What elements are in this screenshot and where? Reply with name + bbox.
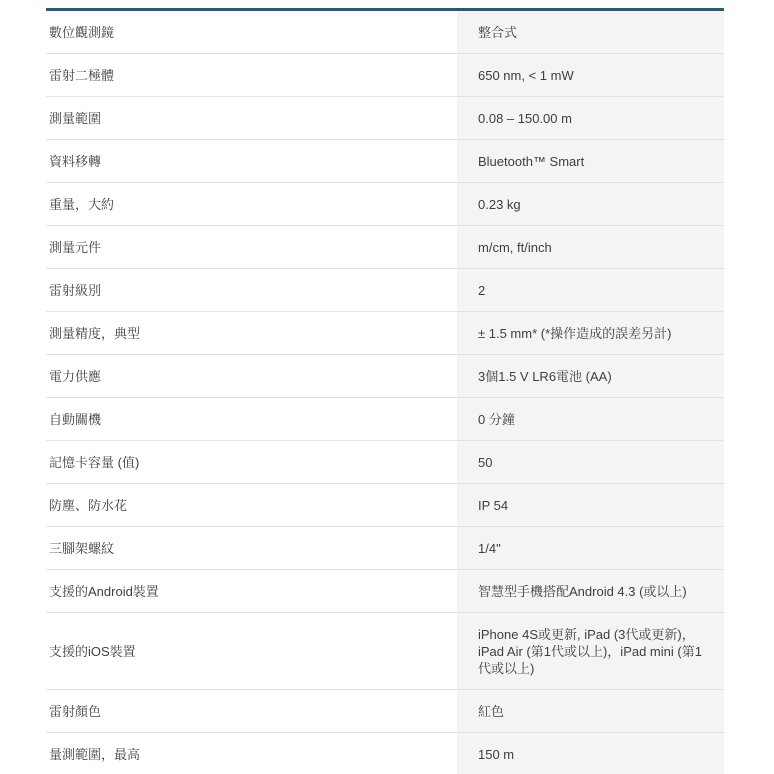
spec-row: [46, 312, 724, 355]
spec-value-text: 0 分鐘: [478, 412, 515, 427]
spec-label: 支援的iOS裝置: [49, 644, 136, 659]
spec-label: 量測範圍，最高: [49, 747, 141, 762]
spec-label: 雷射二極體: [49, 68, 115, 83]
spec-row: [46, 183, 724, 226]
spec-row: [46, 226, 724, 269]
spec-value: [457, 355, 724, 397]
spec-row: [46, 484, 724, 527]
spec-label: 防塵、防水花: [49, 498, 128, 513]
spec-label: 重量，大約: [49, 197, 115, 212]
spec-value-text: 1/4": [478, 541, 501, 556]
spec-value-text: Bluetooth™ Smart: [478, 154, 585, 169]
spec-value: [457, 613, 724, 689]
spec-row: [46, 690, 724, 733]
spec-row: [46, 570, 724, 613]
spec-value: [457, 398, 724, 440]
spec-value: [457, 97, 724, 139]
spec-value: [457, 690, 724, 732]
spec-label: 自動關機: [49, 412, 102, 427]
spec-value-text: 整合式: [478, 25, 518, 40]
spec-value: [457, 527, 724, 569]
spec-value: [457, 226, 724, 268]
spec-row: [46, 140, 724, 183]
spec-value-text: 紅色: [478, 704, 505, 719]
spec-value: [457, 54, 724, 96]
spec-value: [457, 484, 724, 526]
spec-row: [46, 97, 724, 140]
spec-label: 支援的Android裝置: [49, 584, 159, 599]
spec-row: [46, 733, 724, 774]
spec-label: 測量精度，典型: [49, 326, 141, 341]
spec-value: [457, 140, 724, 182]
spec-value-text: 0.23 kg: [478, 197, 521, 212]
spec-value-text: m/cm, ft/inch: [478, 240, 552, 255]
spec-row: [46, 613, 724, 690]
spec-label: 資料移轉: [49, 154, 102, 169]
spec-value-text: ± 1.5 mm* (*操作造成的誤差另計): [478, 326, 672, 341]
spec-row: [46, 527, 724, 570]
spec-value: [457, 441, 724, 483]
spec-row: [46, 441, 724, 484]
spec-value-text: 650 nm, < 1 mW: [478, 68, 574, 83]
spec-value-text: 50: [478, 455, 493, 470]
spec-label: 電力供應: [49, 369, 102, 384]
spec-row: [46, 355, 724, 398]
spec-value-text: 2: [478, 283, 486, 298]
spec-value-text: 150 m: [478, 747, 515, 762]
spec-label: 測量元件: [49, 240, 102, 255]
spec-value: [457, 570, 724, 612]
spec-value-text: 0.08 – 150.00 m: [478, 111, 572, 126]
spec-value: [457, 183, 724, 225]
spec-label: 測量範圍: [49, 111, 102, 126]
spec-value-text: IP 54: [478, 498, 509, 513]
spec-value: [457, 733, 724, 774]
spec-value-text: 3個1.5 V LR6電池 (AA): [478, 369, 612, 384]
spec-value-text: iPhone 4S或更新, iPad (3代或更新)，iPad Air (第1代或以上)，iPad mini (第1代或以上): [478, 627, 702, 676]
spec-label: 雷射級別: [49, 283, 102, 298]
spec-value: [457, 11, 724, 53]
spec-label: 數位觀測鏡: [49, 25, 115, 40]
spec-row: [46, 398, 724, 441]
spec-table: [46, 8, 724, 774]
spec-label: 記憶卡容量 (值): [49, 455, 140, 470]
spec-row: [46, 54, 724, 97]
spec-row: [46, 269, 724, 312]
spec-label: 雷射顏色: [49, 704, 102, 719]
spec-value: [457, 312, 724, 354]
spec-value-text: 智慧型手機搭配Android 4.3 (或以上): [478, 584, 687, 599]
spec-label: 三腳架螺紋: [49, 541, 115, 556]
spec-row: [46, 11, 724, 54]
spec-value: [457, 269, 724, 311]
